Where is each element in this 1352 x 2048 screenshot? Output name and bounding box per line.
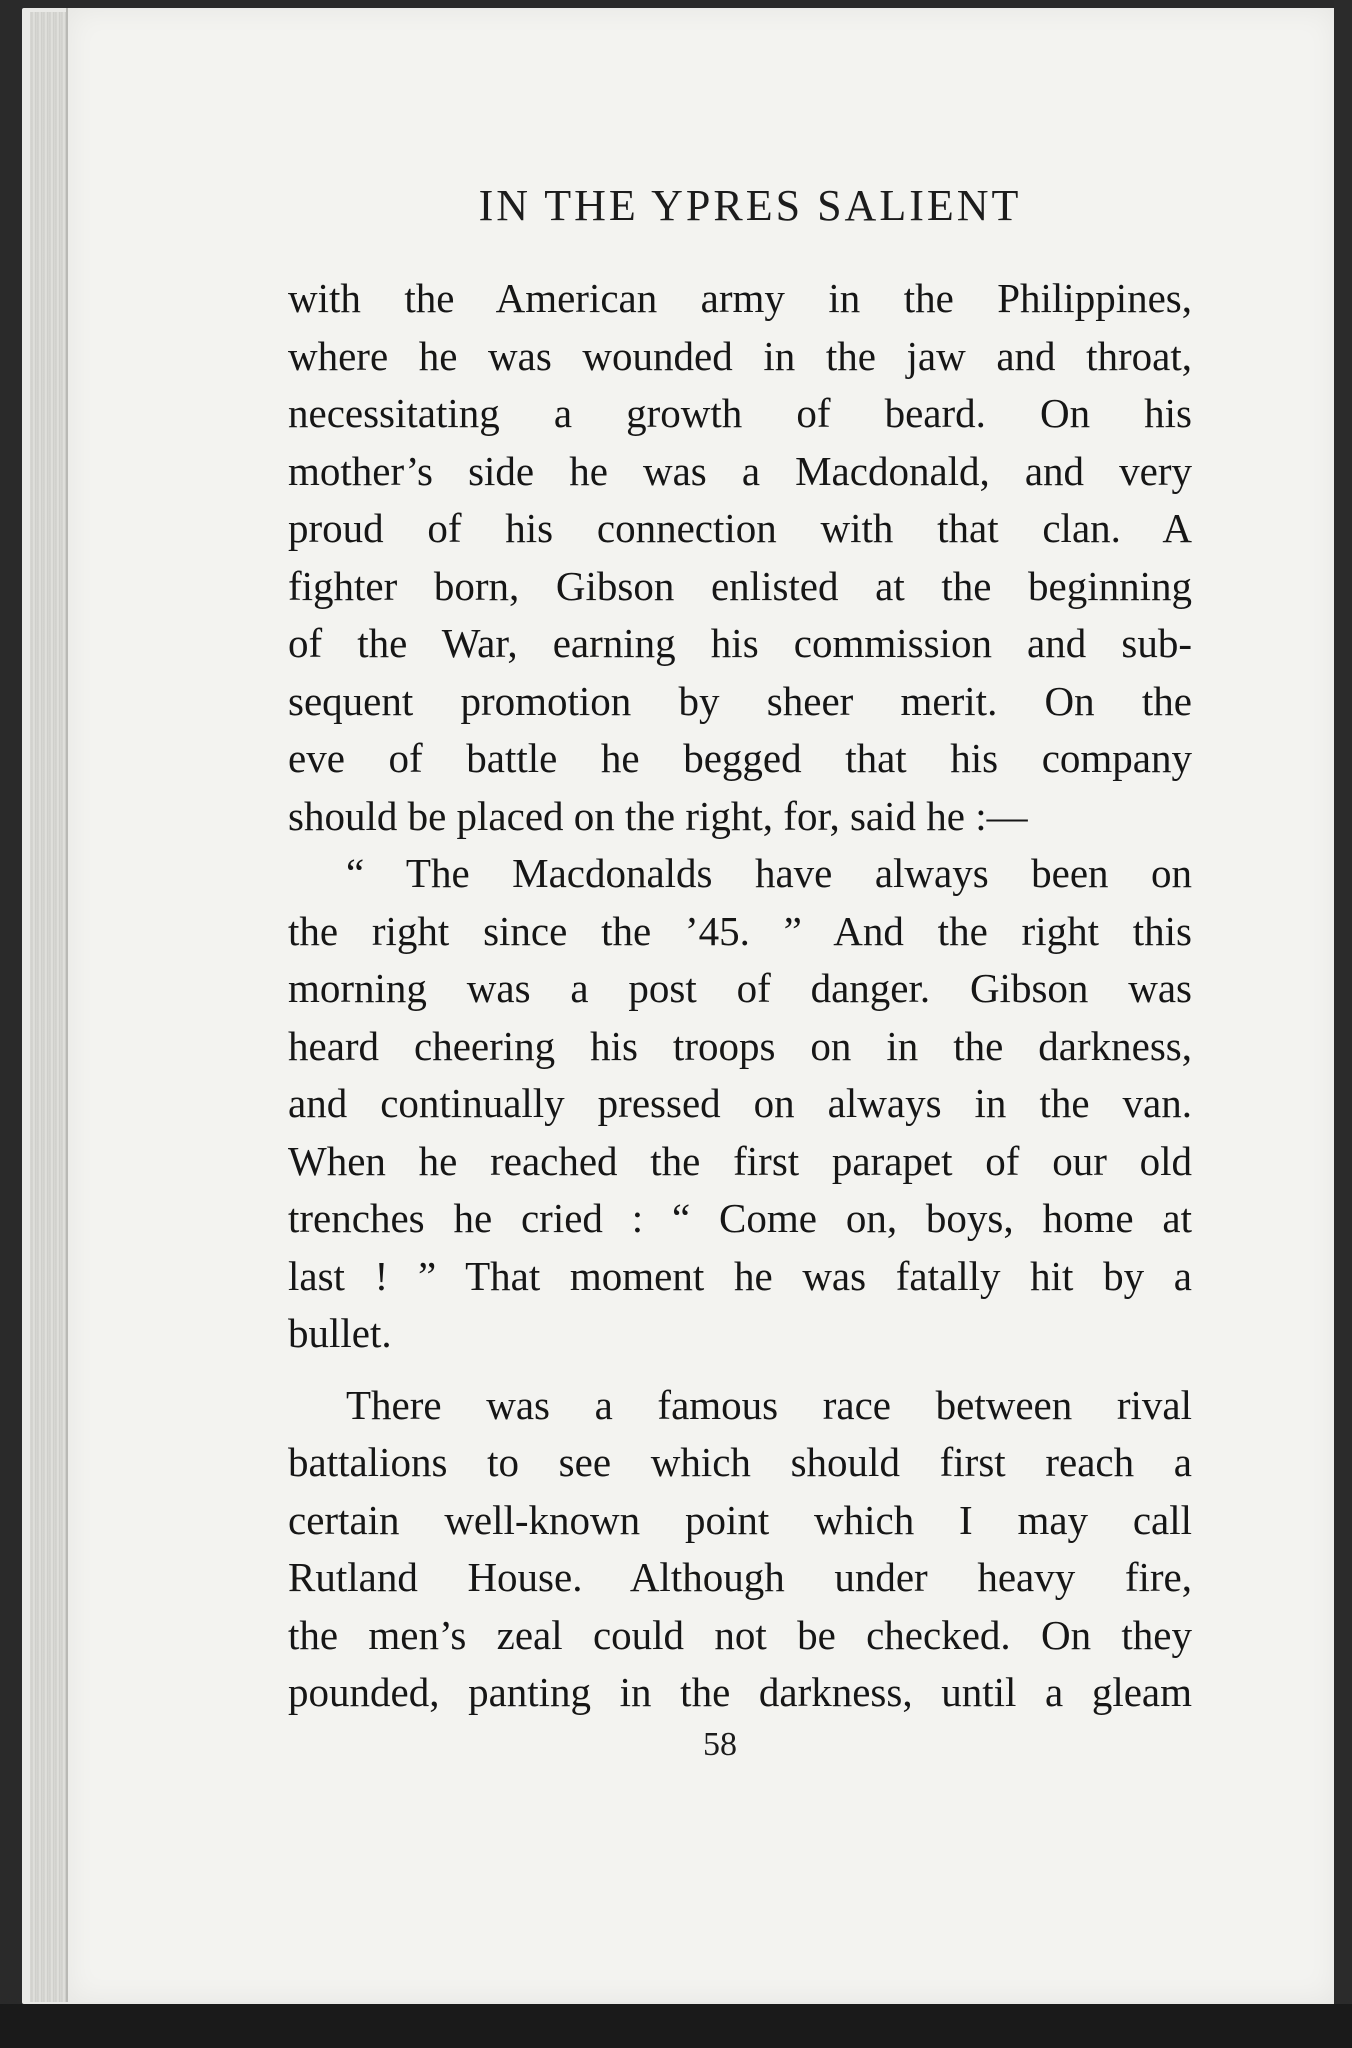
paragraph (288, 845, 1192, 1363)
text-line: with the American army in the Philippines, (288, 275, 1192, 321)
page-number: 58 (703, 1726, 737, 1763)
text-line: fighter born, Gibson enlisted at the beginning (288, 562, 1192, 609)
running-header: IN THE YPRES SALIENT (478, 181, 1022, 230)
text-line: the right since the ’45. ” And the right this (288, 907, 1192, 954)
paragraph (288, 1377, 1192, 1722)
paragraph-gap (288, 1363, 1192, 1377)
text-line: certain well-known point which I may call (288, 1496, 1192, 1543)
text-line: There was a famous race between rival (346, 1381, 1192, 1428)
text-line: When he reached the first parapet of our old (288, 1137, 1192, 1184)
body-text (288, 270, 1192, 1722)
text-line: and continually pressed on always in the van. (288, 1080, 1192, 1126)
text-line: necessitating a growth of beard. On his (288, 390, 1192, 436)
scan-right-edge (1334, 0, 1352, 2048)
text-line: the men’s zeal could not be checked. On they (288, 1611, 1192, 1658)
paragraph (288, 270, 1192, 845)
text-line: mother’s side he was a Macdonald, and very (288, 447, 1192, 494)
text-line: battalions to see which should first reach a (288, 1439, 1192, 1485)
text-line: where he was wounded in the jaw and throat, (288, 332, 1192, 379)
text-line: “ The Macdonalds have always been on (346, 850, 1192, 896)
text-line: morning was a post of danger. Gibson was (288, 965, 1192, 1011)
text-line: last ! ” That moment he was fatally hit by a (288, 1252, 1192, 1299)
text-line: bullet. (288, 1310, 392, 1356)
text-line: Rutland House. Although under heavy fire, (288, 1554, 1192, 1600)
page-edges (30, 12, 70, 2002)
text-line: pounded, panting in the darkness, until a gleam (288, 1669, 1192, 1715)
text-line: trenches he cried : “ Come on, boys, home at (288, 1195, 1192, 1241)
text-line: should be placed on the right, for, said he :— (288, 792, 1028, 839)
scan-bottom-edge (0, 2004, 1352, 2048)
text-line: sequent promotion by sheer merit. On the (288, 677, 1192, 724)
text-line: proud of his connection with that clan. A (288, 505, 1192, 551)
text-line: of the War, earning his commission and sub- (288, 620, 1192, 666)
text-line: heard cheering his troops on in the darkness, (288, 1022, 1192, 1069)
text-line: eve of battle he begged that his company (288, 735, 1192, 781)
